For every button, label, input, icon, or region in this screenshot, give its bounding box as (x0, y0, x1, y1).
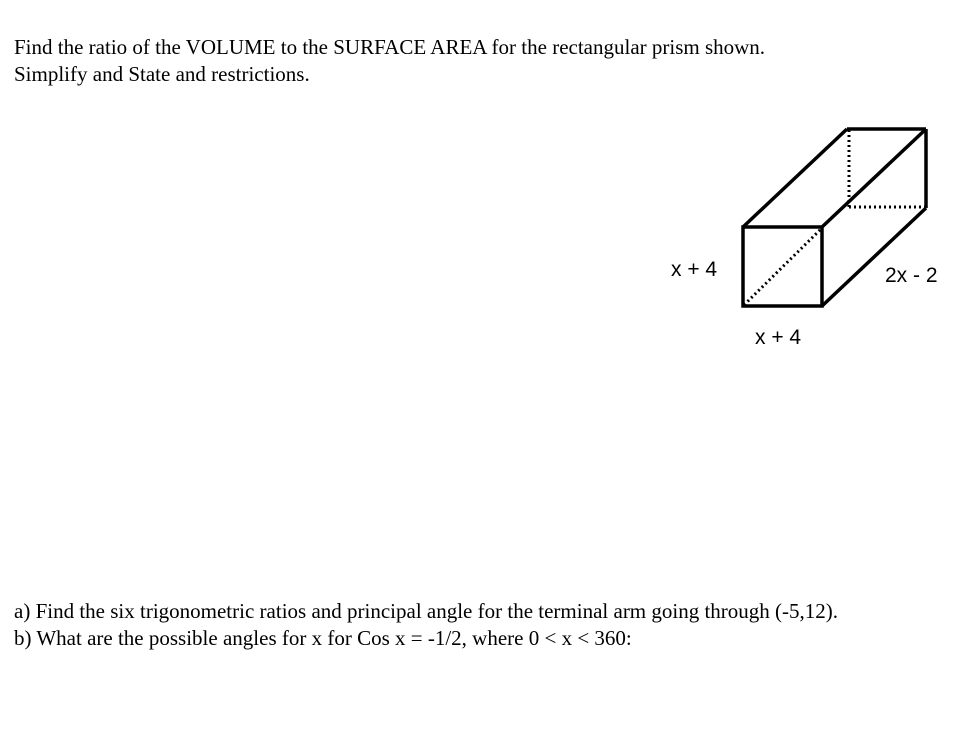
question-2-part-b: b) What are the possible angles for x for Cos x = -1/2, where 0 < x < 360: (14, 626, 632, 650)
question-2-part-a: a) Find the six trigonometric ratios and principal angle for the terminal arm going through (-5,12). (14, 599, 839, 623)
height-label: x + 4 (671, 258, 718, 281)
top-left-edge (743, 129, 847, 227)
question-2 (14, 598, 838, 652)
hidden-edge-diagonal (744, 228, 822, 305)
question-1-line-2: Simplify and State and restrictions. (14, 62, 310, 86)
question-1-line-1: Find the ratio of the VOLUME to the SURFACE AREA for the rectangular prism shown. (14, 35, 766, 59)
width-label: x + 4 (755, 326, 802, 349)
bottom-right-edge (822, 208, 926, 306)
length-label: 2x - 2 (885, 264, 938, 287)
top-right-edge (822, 129, 926, 227)
